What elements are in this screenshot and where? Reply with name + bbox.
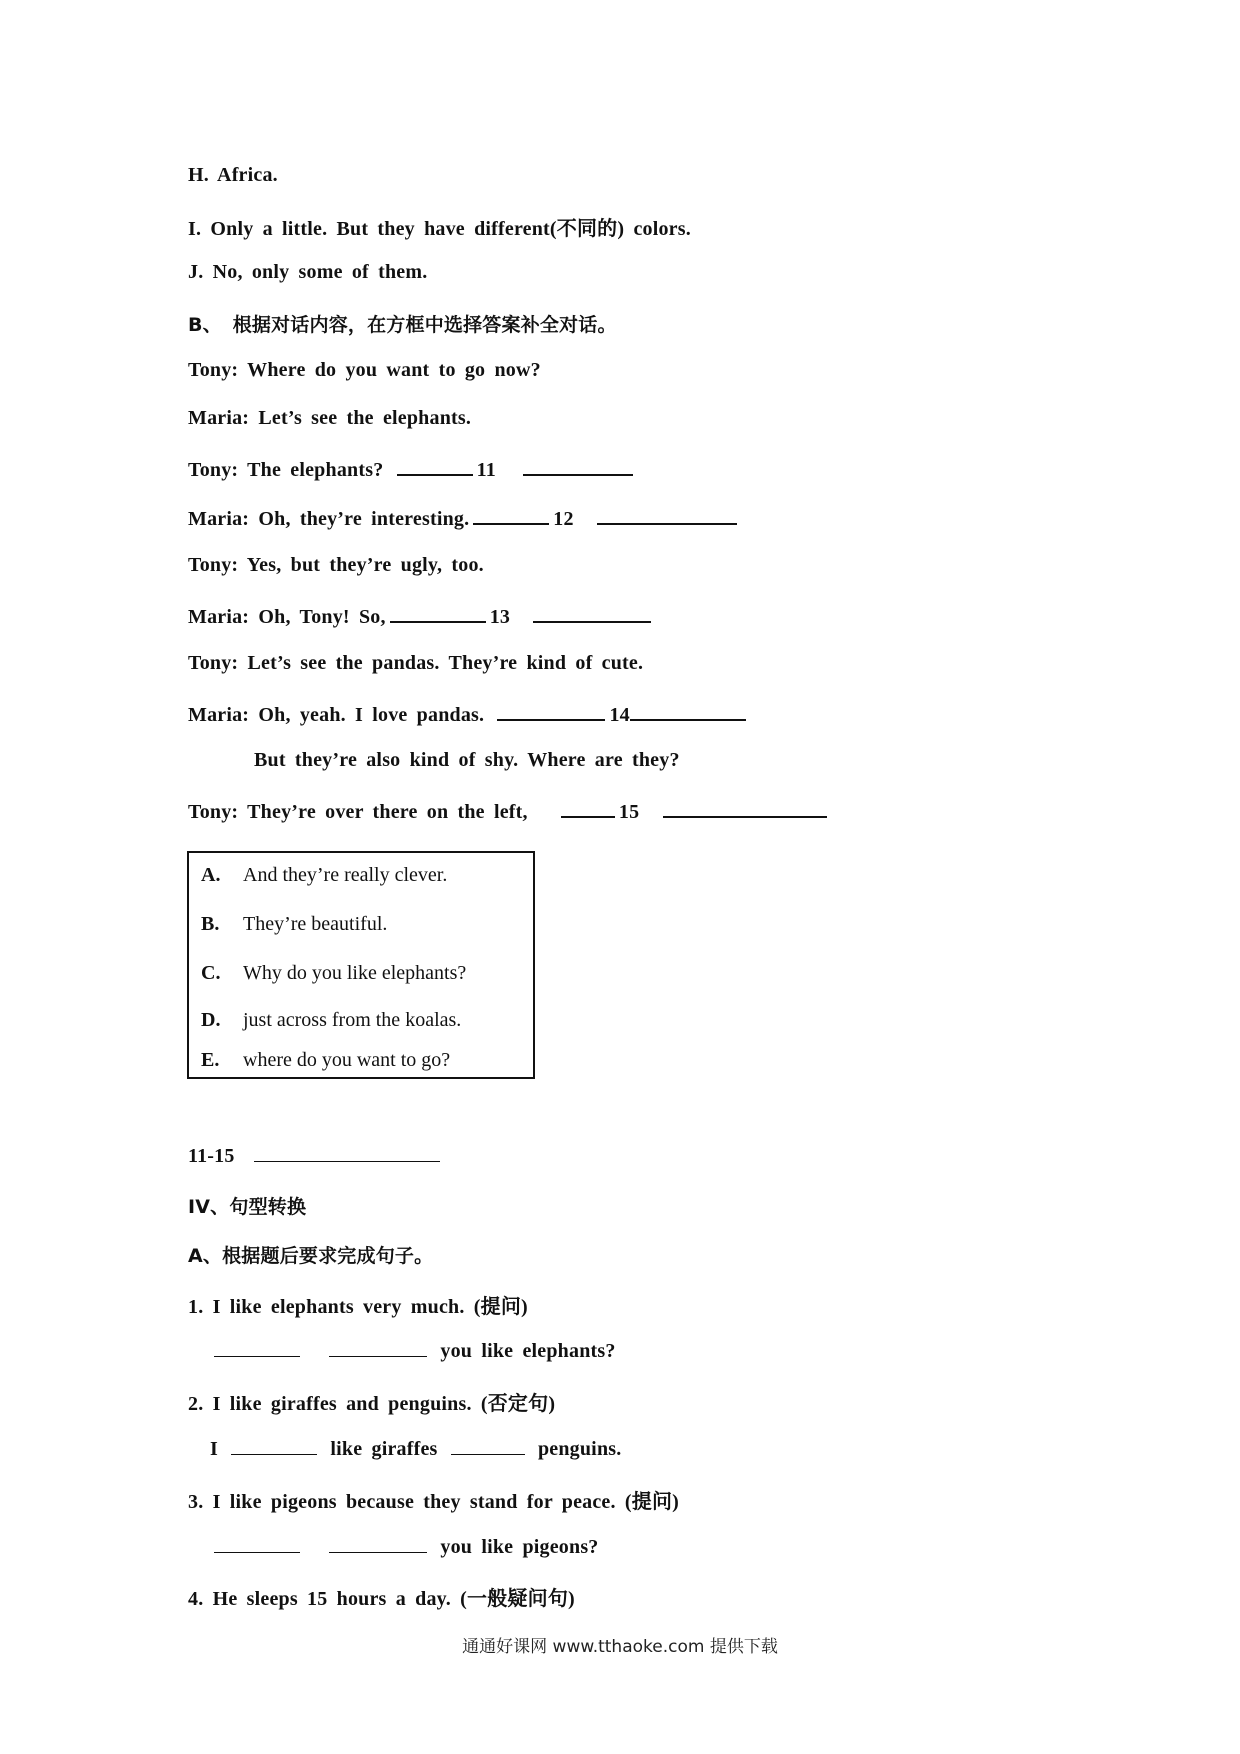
- answer-line-11-15: [188, 1143, 444, 1168]
- question-2-answer: [210, 1436, 621, 1461]
- choice-text: Why do you like elephants?: [243, 962, 467, 984]
- answer-blank[interactable]: [214, 1338, 300, 1357]
- choice-d: [201, 1009, 461, 1032]
- answer-blank[interactable]: [451, 1436, 525, 1455]
- question-2: 2. I like giraffes and penguins. (否定句): [188, 1393, 556, 1415]
- choice-text: just across from the koalas.: [243, 1009, 462, 1031]
- dialogue-text: Tony: The elephants?: [188, 459, 384, 481]
- dialogue-line-9: But they’re also kind of shy. Where are they?: [254, 749, 680, 771]
- choice-key: A.: [201, 864, 221, 886]
- answer-blank[interactable]: [390, 603, 486, 623]
- choice-key: B.: [201, 913, 220, 935]
- answer-blank[interactable]: [523, 456, 633, 476]
- choice-text: where do you want to go?: [243, 1049, 451, 1071]
- section-b-heading: B、 根据对话内容，在方框中选择答案补全对话。: [188, 314, 617, 336]
- blank-number: 14: [609, 704, 630, 726]
- option-h: H. Africa.: [188, 164, 278, 186]
- answer-blank[interactable]: [663, 798, 827, 818]
- dialogue-line-5: Tony: Yes, but they’re ugly, too.: [188, 554, 484, 576]
- blank-number: 11: [476, 459, 496, 481]
- choice-text: They’re beautiful.: [243, 913, 388, 935]
- answer-range-label: 11-15: [188, 1145, 235, 1167]
- question-1: 1. I like elephants very much. (提问): [188, 1296, 528, 1318]
- choice-text: And they’re really clever.: [243, 864, 448, 886]
- choice-b: [201, 913, 387, 936]
- answer-blank[interactable]: [533, 603, 651, 623]
- answer-text: penguins.: [537, 1438, 622, 1460]
- answer-blank[interactable]: [329, 1534, 427, 1553]
- question-1-answer: [210, 1338, 616, 1363]
- question-3-answer: [210, 1534, 599, 1559]
- dialogue-line-8: [188, 701, 750, 727]
- answer-blank[interactable]: [231, 1436, 317, 1455]
- dialogue-line-10: [188, 798, 831, 824]
- question-4: 4. He sleeps 15 hours a day. (一般疑问句): [188, 1588, 575, 1610]
- answer-text: like giraffes: [330, 1438, 438, 1460]
- dialogue-line-1: Tony: Where do you want to go now?: [188, 359, 541, 381]
- option-j: J. No, only some of them.: [188, 261, 428, 283]
- answer-blank[interactable]: [329, 1338, 427, 1357]
- dialogue-text: Maria: Oh, they’re interesting.: [188, 508, 470, 530]
- dialogue-text: Maria: Oh, Tony! So,: [188, 606, 386, 628]
- option-i: I. Only a little. But they have different(不同的) colors.: [188, 218, 691, 240]
- blank-number: 12: [553, 508, 574, 530]
- dialogue-line-6: [188, 603, 655, 629]
- dialogue-line-2: Maria: Let’s see the elephants.: [188, 407, 472, 429]
- section-iv-sub-a: A、根据题后要求完成句子。: [188, 1245, 434, 1267]
- answer-choices-box: [187, 851, 535, 1079]
- choice-c: [201, 962, 466, 985]
- dialogue-line-7: Tony: Let’s see the pandas. They’re kind of cute.: [188, 652, 644, 674]
- blank-number: 15: [618, 801, 640, 823]
- answer-blank[interactable]: [630, 701, 746, 721]
- dialogue-line-4: [188, 505, 741, 531]
- choice-e: [201, 1049, 450, 1072]
- dialogue-line-3: [188, 456, 637, 482]
- answer-text: you like pigeons?: [440, 1536, 599, 1558]
- dialogue-text: Maria: Oh, yeah. I love pandas.: [188, 704, 485, 726]
- choice-a: [201, 864, 447, 887]
- answer-text: I: [210, 1438, 218, 1460]
- answer-text: you like elephants?: [440, 1340, 616, 1362]
- question-3: 3. I like pigeons because they stand for peace. (提问): [188, 1491, 680, 1513]
- answer-blank[interactable]: [561, 798, 615, 818]
- choice-key: E.: [201, 1049, 220, 1071]
- answer-blank[interactable]: [397, 456, 473, 476]
- page-footer: 通通好课网 www.tthaoke.com 提供下载: [462, 1637, 778, 1657]
- blank-number: 13: [489, 606, 511, 628]
- dialogue-text: Tony: They’re over there on the left,: [188, 801, 528, 823]
- answer-blank[interactable]: [254, 1143, 440, 1162]
- choice-key: D.: [201, 1009, 221, 1031]
- section-iv-heading: IV、句型转换: [188, 1196, 307, 1218]
- choice-key: C.: [201, 962, 221, 984]
- answer-blank[interactable]: [214, 1534, 300, 1553]
- answer-blank[interactable]: [597, 505, 737, 525]
- answer-blank[interactable]: [497, 701, 605, 721]
- answer-blank[interactable]: [473, 505, 549, 525]
